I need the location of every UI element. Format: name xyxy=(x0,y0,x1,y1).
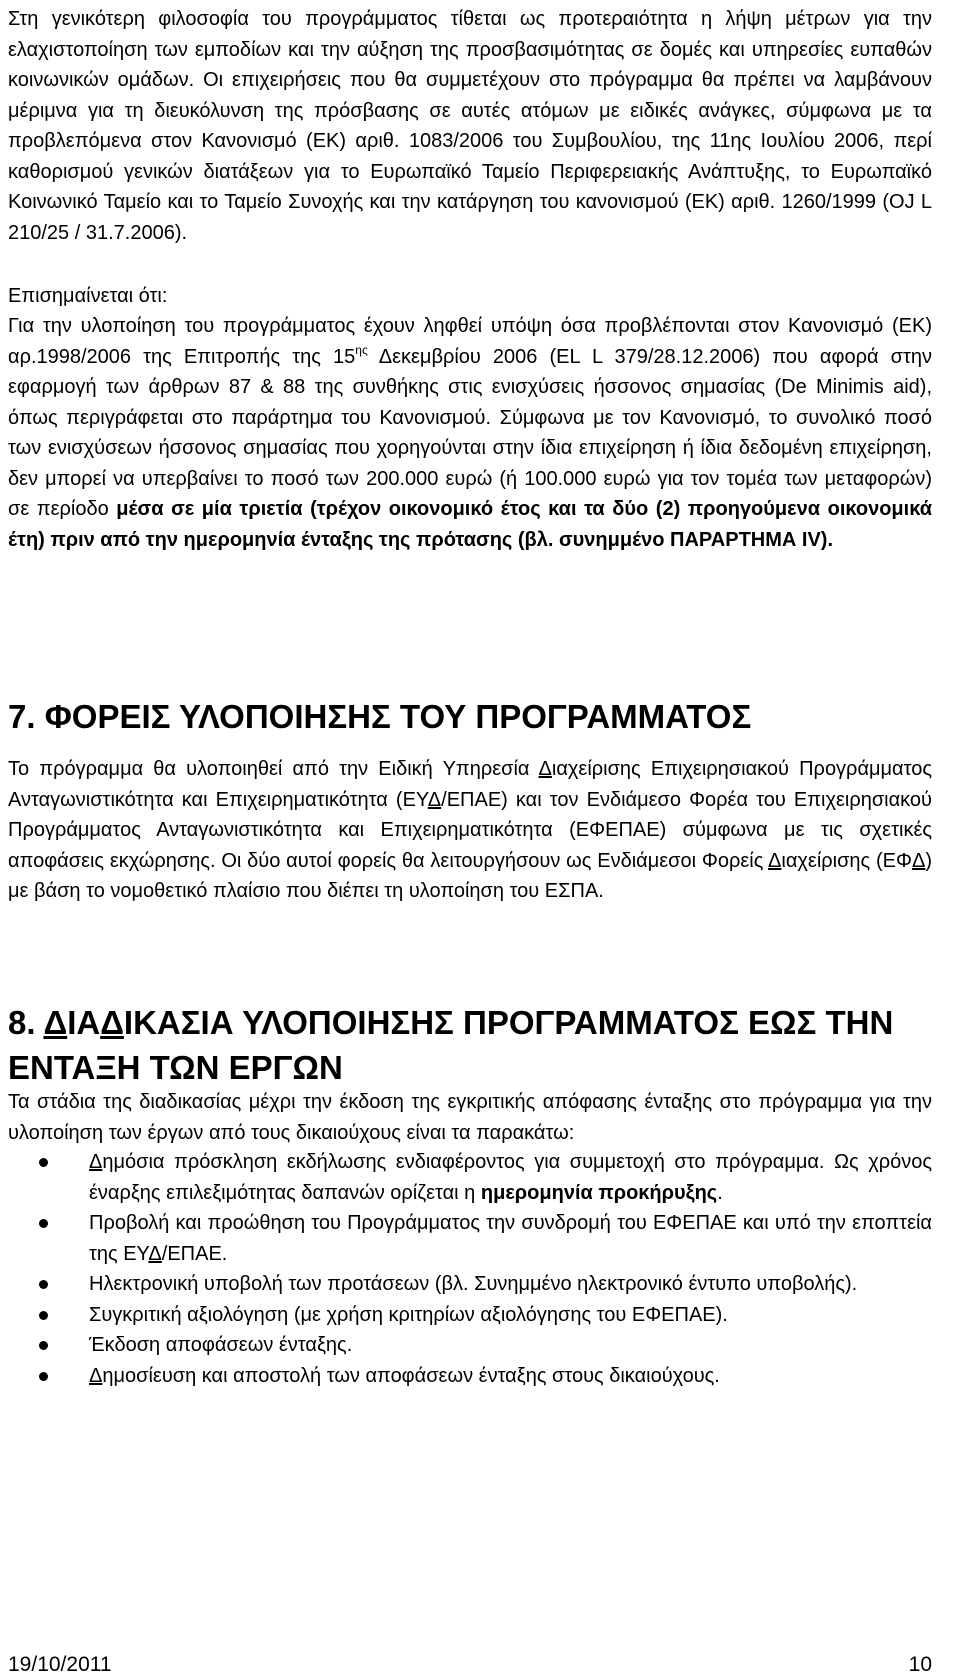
section-8-number: 8. xyxy=(8,1004,44,1041)
section-7-text-1: Το πρόγραμμα θα υλοποιηθεί από την Ειδική Υπηρεσία xyxy=(8,758,539,780)
section-7-underlined-4: Δ xyxy=(911,849,926,872)
list-item-underlined: Δ xyxy=(89,1364,103,1387)
bullet-icon xyxy=(39,1311,48,1320)
list-item xyxy=(8,1147,932,1208)
section-7-text-3: /ΕΠΑΕ) και τον Ενδιάμεσο Φορέα του Επιχειρησιακού Προγράμματος Ανταγωνιστικότητα και Επιχειρηματικότητα (ΕΦΕΠΑΕ) σύμφωνα με τις σχετικές αποφάσεις εκχώρησης. Οι δύο αυτοί φορείς θα λειτουργήσουν ως Ενδιάμεσοι Φορείς xyxy=(8,788,932,872)
footer-date: 19/10/2011 xyxy=(8,1653,112,1676)
list-item-text: ημοσίευση και αποστολή των αποφάσεων ένταξης στους δικαιούχους. xyxy=(102,1364,720,1387)
section-8-heading xyxy=(8,1000,932,1090)
section-7-text-5: ) με βάση το νομοθετικό πλαίσιο που διέπει τη υλοποίηση του ΕΣΠΑ. xyxy=(8,849,932,902)
note-ordinal-suffix: ης xyxy=(355,342,368,357)
bullet-icon xyxy=(39,1341,48,1350)
section-7-underlined-1: Δ xyxy=(538,758,552,780)
list-item-text: Προβολή και προώθηση του Προγράμματος την συνδρομή του ΕΦΕΠΑΕ και υπό την εποπτεία της ΕΥ xyxy=(89,1212,932,1265)
list-item-underlined: Δ xyxy=(89,1151,103,1173)
list-item xyxy=(8,1330,932,1361)
section-7-underlined-3: Δ xyxy=(768,849,782,872)
list-item xyxy=(8,1269,932,1300)
section-8-underlined-1: Δ xyxy=(43,1004,68,1041)
note-paragraph xyxy=(8,311,932,555)
section-7-text-4: ιαχείρισης (ΕΦ xyxy=(781,849,912,872)
section-7-heading: 7. ΦΟΡΕΙΣ ΥΛΟΠΟΙΗΣΗΣ ΤΟΥ ΠΡΟΓΡΑΜΜΑΤΟΣ xyxy=(8,698,752,735)
note-label: Επισημαίνεται ότι: xyxy=(8,285,168,307)
list-item-text: Συγκριτική αξιολόγηση (με χρήση κριτηρίων αξιολόγησης του ΕΦΕΠΑΕ). xyxy=(89,1303,728,1326)
list-item-text: ημόσια πρόσκληση εκδήλωσης ενδιαφέροντος για συμμετοχή στο πρόγραμμα. Ως χρόνος έναρξης επιλεξιμότητας δαπανών ορίζεται η xyxy=(89,1151,932,1204)
section-8-intro: Τα στάδια της διαδικασίας μέχρι την έκδοση της εγκριτικής απόφασης ένταξης στο πρόγραμμα για την υλοποίηση των έργων από τους δικαιούχους είναι τα παρακάτω: xyxy=(8,1091,932,1144)
note-bold-text: μέσα σε μία τριετία (τρέχον οικονομικό έτος και τα δύο (2) προηγούμενα οικονομικά έτη) πριν από την ημερομηνία ένταξης της πρότασης (βλ. συνημμένο ΠΑΡΑΡΤΗΜΑ IV). xyxy=(8,498,932,551)
list-item xyxy=(8,1361,932,1392)
bullet-icon xyxy=(39,1219,48,1228)
bullet-icon xyxy=(39,1158,48,1167)
section-7-text-2: ιαχείρισης Επιχειρησιακού Προγράμματος Ανταγωνιστικότητα και Επιχειρηματικότητα (ΕΥ xyxy=(8,758,932,811)
bullet-icon xyxy=(39,1280,48,1289)
section-8-underlined-2: Δ xyxy=(100,1004,124,1041)
intro-paragraph: Στη γενικότερη φιλοσοφία του προγράμματος τίθεται ως προτεραιότητα η λήψη μέτρων για την ελαχιστοποίηση των εμποδίων και την αύξηση της προσβασιμότητας σε δομές και υπηρεσίες ευπαθών κοινωνικών ομάδων. Οι επιχειρήσεις που θα συμμετέχουν στο πρόγραμμα θα πρέπει να λαμβάνουν μέριμνα για τη διευκόλυνση της πρόσβασης σε αυτές ατόμων με ειδικές ανάγκες, σύμφωνα με τα προβλεπόμενα στον Κανονισμό (ΕΚ) αριθ. 1083/2006 του Συμβουλίου, της 11ης Ιουλίου 2006, περί καθορισμού γενικών διατάξεων για το Ευρωπαϊκό Ταμείο Περιφερειακής Ανάπτυξης, το Ευρωπαϊκό Κοινωνικό Ταμείο και το Ταμείο Συνοχής και την κατάργηση του κανονισμού (ΕΚ) αριθ. 1260/1999 (OJ L 210/25 / 31.7.2006). xyxy=(8,8,932,244)
bullet-icon xyxy=(39,1372,48,1381)
list-item xyxy=(8,1300,932,1331)
section-7-paragraph xyxy=(8,754,932,907)
footer-page-number: 10 xyxy=(908,1653,932,1676)
note-text-part2: Δεκεμβρίου 2006 (EL L 379/28.12.2006) που αφορά στην εφαρμογή των άρθρων 87 & 88 της συνθήκης στις ενισχύσεις ήσσονος σημασίας (De Minimis aid), όπως περιγράφεται στο παράρτημα του Κανονισμού. Σύμφωνα με τον Κανονισμό, το συνολικό ποσό των ενισχύσεων ήσσονος σημασίας που χορηγούνται στην ίδια επιχείρηση ή ίδια δεδομένη επιχείρηση, δεν μπορεί να υπερβαίνει το ποσό των 200.000 ευρώ (ή 100.000 ευρώ για τον τομέα των μεταφορών) σε περίοδο xyxy=(8,345,932,520)
list-item-text: Ηλεκτρονική υποβολή των προτάσεων (βλ. Συνημμένο ηλεκτρονικό έντυπο υποβολής). xyxy=(89,1273,858,1295)
note-text-part1: Για την υλοποίηση του προγράμματος έχουν ληφθεί υπόψη όσα προβλέπονται στον Κανονισμό (ΕΚ) αρ.1998/2006 της Επιτροπής της 15 xyxy=(8,315,932,368)
list-item-bold: ημερομηνία προκήρυξης xyxy=(480,1181,718,1204)
section-8-heading-text-2: ΙΚΑΣΙΑ ΥΛΟΠΟΙΗΣΗΣ ΠΡΟΓΡΑΜΜΑΤΟΣ ΕΩΣ ΤΗΝ ΕΝΤΑΞΗ ΤΩΝ ΕΡΓΩΝ xyxy=(8,1004,894,1086)
section-7-underlined-2: Δ xyxy=(427,788,442,811)
list-item-text: Έκδοση αποφάσεων ένταξης. xyxy=(89,1334,353,1356)
stages-list xyxy=(8,1147,932,1391)
list-item xyxy=(8,1208,932,1269)
list-item-tail: . xyxy=(717,1181,723,1204)
list-item-tail: /ΕΠΑΕ. xyxy=(161,1242,228,1265)
list-item-underlined: Δ xyxy=(148,1242,162,1265)
section-8-heading-text-1: ΙΑ xyxy=(67,1004,101,1041)
